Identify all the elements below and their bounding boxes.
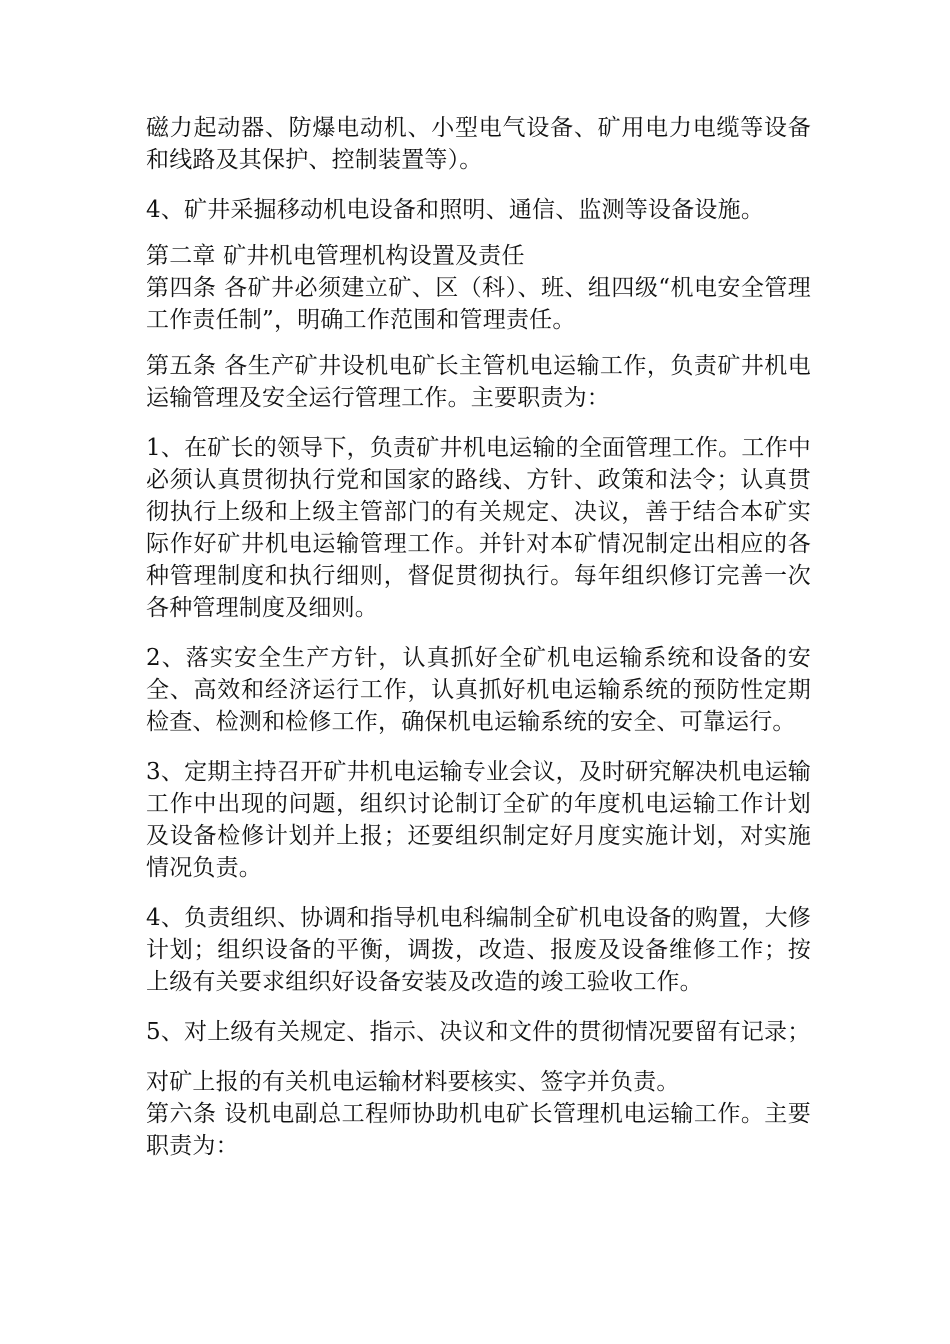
article-5: 第五条 各生产矿井设机电矿长主管机电运输工作，负责矿井机电运输管理及安全运行管理工作。主要职责为： xyxy=(146,353,811,411)
article-4: 第四条 各矿井必须建立矿、区（科）、班、组四级“机电安全管理工作责任制”，明确工作范围和管理责任。 xyxy=(146,275,811,333)
paragraph-item-4-mobile-equipment: 4、矿井采掘移动机电设备和照明、通信、监测等设备设施。 xyxy=(146,197,765,223)
article-5-duty-1: 1、在矿长的领导下，负责矿井机电运输的全面管理工作。工作中必须认真贯彻执行党和国家的路线、方针、政策和法令；认真贯彻执行上级和上级主管部门的有关规定、决议，善于结合本矿实际作好矿井机电运输管理工作。并针对本矿情况制定出相应的各种管理制度和执行细则，督促贯彻执行。每年组织修订完善一次各种管理制度及细则。 xyxy=(146,435,811,621)
article-5-duty-4: 4、负责组织、协调和指导机电科编制全矿机电设备的购置，大修计划；组织设备的平衡，调拨，改造、报废及设备维修工作；按上级有关要求组织好设备安装及改造的竣工验收工作。 xyxy=(146,905,811,995)
article-5-duty-5: 5、对上级有关规定、指示、决议和文件的贯彻情况要留有记录； xyxy=(146,1019,811,1045)
article-5-duty-2: 2、落实安全生产方针，认真抓好全矿机电运输系统和设备的安全、高效和经济运行工作，认真抓好机电运输系统的预防性定期检查、检测和检修工作，确保机电运输系统的安全、可靠运行。 xyxy=(146,645,811,735)
article-6: 第六条 设机电副总工程师协助机电矿长管理机电运输工作。主要职责为： xyxy=(146,1101,811,1159)
paragraph-equipment-list-end: 磁力起动器、防爆电动机、小型电气设备、矿用电力电缆等设备和线路及其保护、控制装置等）。 xyxy=(146,115,811,173)
chapter-heading-2: 第二章 矿井机电管理机构设置及责任 xyxy=(146,243,525,269)
document-body xyxy=(146,112,811,1162)
article-5-duty-5-continued: 对矿上报的有关机电运输材料要核实、签字并负责。 xyxy=(146,1069,680,1095)
article-5-duty-3: 3、定期主持召开矿井机电运输专业会议，及时研究解决机电运输工作中出现的问题，组织讨论制订全矿的年度机电运输工作计划及设备检修计划并上报；还要组织制定好月度实施计划，对实施情况负责。 xyxy=(146,759,811,881)
